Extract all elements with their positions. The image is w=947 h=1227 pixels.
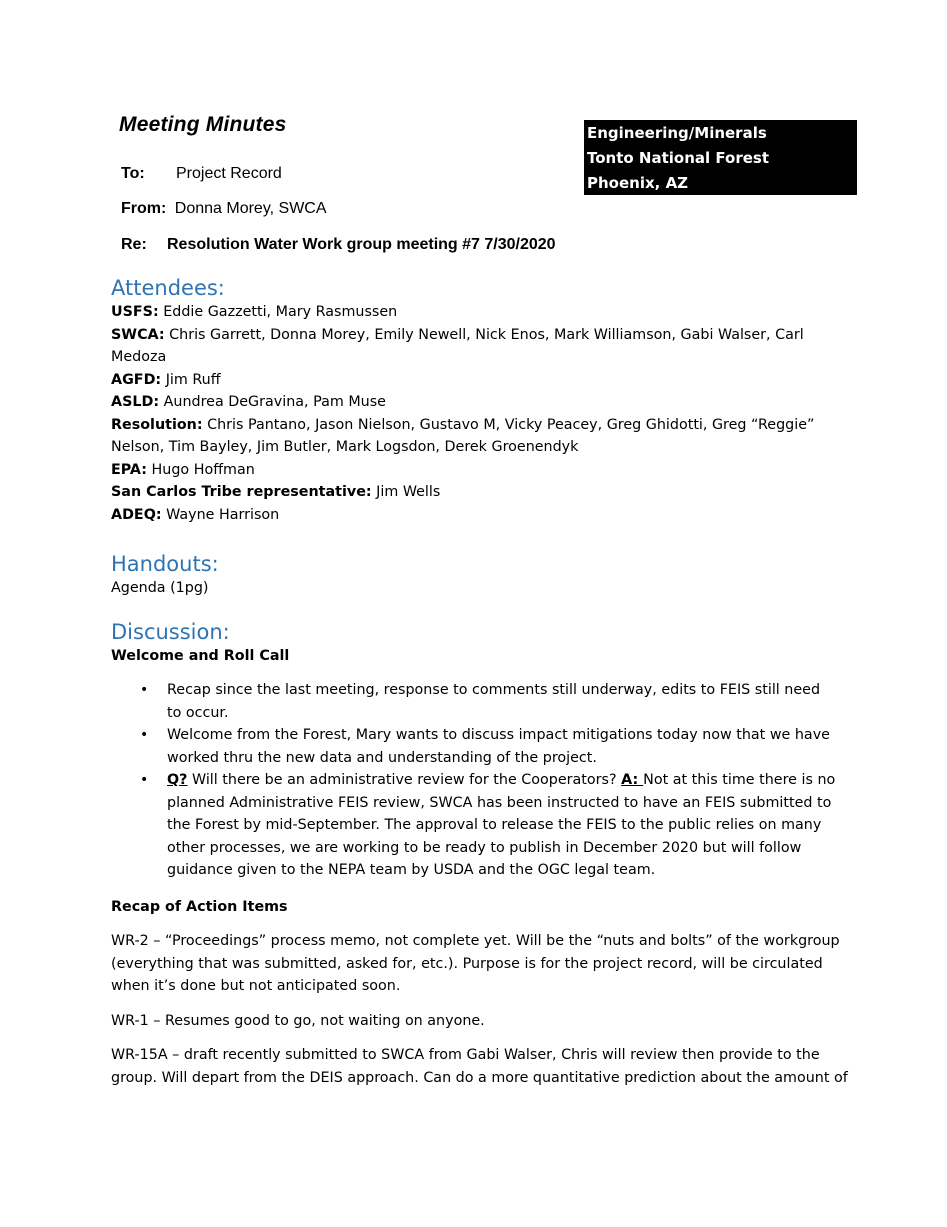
- from-label: From:: [121, 200, 167, 217]
- address-line-forest: Tonto National Forest: [587, 149, 769, 167]
- recap-action-items-heading: Recap of Action Items: [111, 898, 288, 915]
- bullet-item: [140, 724, 837, 769]
- attendee-org: Resolution:: [111, 416, 203, 433]
- bullet-icon: •: [140, 727, 149, 743]
- attendee-group-resolution: [111, 414, 851, 459]
- attendees-list: [111, 301, 851, 526]
- re-row: [121, 236, 556, 254]
- attendee-group-adeq: [111, 504, 851, 527]
- attendee-org: ADEQ:: [111, 506, 162, 523]
- attendee-group-san-carlos: [111, 481, 851, 504]
- re-value: Resolution Water Work group meeting #7 7/30/2020: [167, 236, 556, 253]
- attendee-org: San Carlos Tribe representative:: [111, 484, 372, 500]
- attendee-names: Wayne Harrison: [161, 506, 280, 523]
- address-line-department: Engineering/Minerals: [587, 124, 767, 142]
- attendee-names: Hugo Hoffman: [146, 461, 255, 478]
- attendee-names: Aundrea DeGravina, Pam Muse: [159, 394, 386, 410]
- bullet-item: [140, 679, 837, 724]
- bullet-item-qa: [140, 769, 837, 882]
- welcome-bullet-list: [111, 679, 851, 882]
- bullet-icon: •: [140, 682, 149, 698]
- attendee-org: ASLD:: [111, 394, 160, 410]
- from-row: [121, 200, 327, 218]
- question-text: Will there be an administrative review for the Cooperators?: [187, 772, 622, 788]
- attendee-names: Chris Pantano, Jason Nielson, Gustavo M, Vicky Peacey, Greg Ghidotti, Greg “Reggie” Nelson, Tim Bayley, Jim Butler, Mark Logsdon, Derek Groenendyk: [111, 416, 815, 455]
- attendee-org: SWCA:: [111, 326, 165, 343]
- to-row: [121, 165, 282, 183]
- document-title: Meeting Minutes: [119, 113, 287, 136]
- handouts-text: Agenda (1pg): [111, 580, 209, 596]
- minutes-body: [111, 275, 851, 1089]
- handouts-heading: Handouts:: [111, 552, 219, 576]
- discussion-heading: Discussion:: [111, 619, 230, 644]
- action-item-wr2: WR-2 – “Proceedings” process memo, not complete yet. Will be the “nuts and bolts” of the workgroup (everything that was submitted, asked for, etc.). Purpose is for the project record, will be circulated when it’s done but not anticipated soon.: [111, 933, 840, 994]
- attendee-names: Jim Wells: [371, 484, 441, 500]
- attendee-names: Chris Garrett, Donna Morey, Emily Newell, Nick Enos, Mark Williamson, Gabi Walser, Carl Medoza: [111, 326, 804, 365]
- attendee-org: AGFD:: [111, 371, 162, 388]
- action-item-wr1: WR-1 – Resumes good to go, not waiting on anyone.: [111, 1012, 485, 1029]
- action-item-wr15a: WR-15A – draft recently submitted to SWCA from Gabi Walser, Chris will review then provide to the group. Will depart from the DEIS approach. Can do a more quantitative prediction about the amount of: [111, 1047, 848, 1086]
- question-marker: Q?: [167, 772, 188, 788]
- answer-text: Not at this time there is no planned Administrative FEIS review, SWCA has been instructed to have an FEIS submitted to the Forest by mid-September. The approval to release the FEIS to the public relies on many other processes, we are working to be ready to publish in December 2020 but will follow guidance given to the NEPA team by USDA and the OGC legal team.: [167, 772, 836, 878]
- attendee-group-agfd: [111, 369, 851, 392]
- attendee-org: EPA:: [111, 461, 147, 478]
- attendee-org: USFS:: [111, 304, 159, 320]
- address-block: [584, 120, 857, 195]
- attendees-heading: Attendees:: [111, 276, 225, 300]
- from-value: Donna Morey, SWCA: [174, 200, 327, 217]
- to-value: Project Record: [176, 165, 282, 182]
- welcome-roll-call-heading: Welcome and Roll Call: [111, 647, 290, 664]
- re-label: Re:: [121, 236, 147, 253]
- attendee-group-epa: [111, 459, 851, 482]
- attendee-names: Jim Ruff: [161, 371, 221, 388]
- address-line-city: Phoenix, AZ: [587, 174, 689, 192]
- bullet-icon: •: [140, 772, 149, 788]
- attendee-group-swca: [111, 324, 851, 369]
- bullet-text: Welcome from the Forest, Mary wants to discuss impact mitigations today now that we have worked thru the new data and understanding of the project.: [167, 727, 830, 766]
- attendee-names: Eddie Gazzetti, Mary Rasmussen: [158, 304, 398, 320]
- attendee-group-usfs: [111, 301, 851, 324]
- bullet-text: Recap since the last meeting, response to comments still underway, edits to FEIS still need to occur.: [167, 682, 821, 721]
- attendee-group-asld: [111, 391, 851, 414]
- answer-marker: A:: [621, 772, 644, 788]
- to-label: To:: [121, 165, 145, 182]
